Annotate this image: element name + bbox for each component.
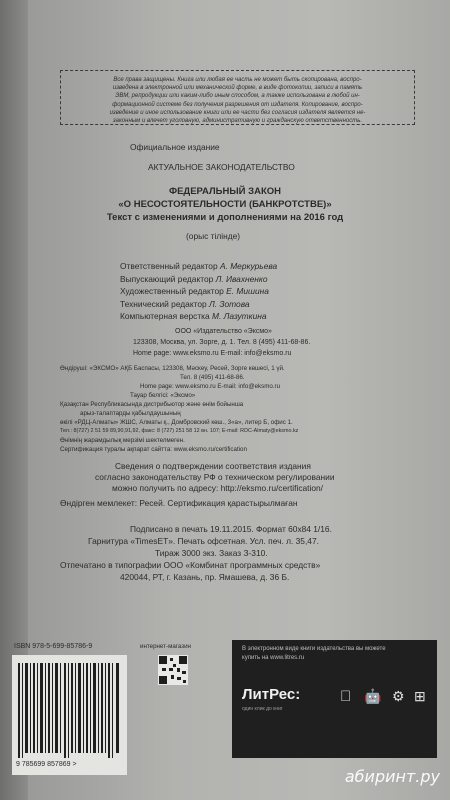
- credit-row: Технический редактор Л. Зотова: [120, 298, 250, 309]
- publisher-name: ООО «Издательство «Эксмо»: [175, 328, 272, 335]
- publisher-web: Home page: www.eksmo.ru E-mail: info@eksmo.ru: [133, 350, 292, 357]
- gear-icon: ⚙: [392, 688, 405, 704]
- credits: [120, 260, 277, 323]
- law-name: «О НЕСОСТОЯТЕЛЬНОСТИ (БАНКРОТСТВЕ)»: [118, 199, 332, 210]
- copyright-line: законным и влечет уголовную, административную и гражданскую ответственность.: [112, 118, 363, 125]
- kz-line: Тел. 8 (495) 411-68-86.: [180, 374, 245, 381]
- isbn: ISBN 978-5-699-85786-9: [14, 643, 93, 650]
- topical-legislation: АКТУАЛЬНОЕ ЗАКОНОДАТЕЛЬСТВО: [148, 162, 295, 172]
- copyright-notice: [60, 70, 415, 125]
- credit-row: Компьютерная верстка М. Лазуткина: [120, 311, 267, 321]
- kz-line: Сертификация туралы ақпарат сайтта: www.eksmo.ru/certification: [60, 446, 247, 453]
- copyright-line: формационной системе без получения разрешения от издателя. Копирование, воспро-: [112, 101, 363, 108]
- subtitle: Текст с изменениями и дополнениями на 2016 год: [106, 212, 344, 223]
- qr-code: [158, 655, 188, 685]
- apple-icon: [340, 688, 351, 705]
- kz-line: арыз-талаптарды қабылдаушының: [80, 410, 181, 417]
- imprint-line: Тираж 3000 экз. Заказ З-310.: [155, 548, 268, 558]
- imprint-line: Гарнитура «TimesET». Печать офсетная. Усл. печ. л. 35,47.: [88, 536, 319, 546]
- copyright-line: ЭВМ, репродукции или каким-либо иным способом, а также использована в любой ин-: [115, 93, 360, 100]
- barcode-bars: [12, 655, 127, 775]
- barcode: [12, 655, 127, 775]
- publisher-address: 123308, Москва, ул. Зорге, д. 1. Тел. 8 (495) 411-68-86.: [133, 339, 311, 346]
- imprint-line: Отпечатано в типографии ООО «Комбинат программных средств»: [60, 560, 321, 570]
- qr-label: интернет-магазин: [140, 643, 191, 650]
- credit-row: Выпускающий редактор Л. Ивахненко: [120, 273, 268, 284]
- kz-line: Home page: www.eksmo.ru E-mail: info@eksmo.ru: [140, 383, 281, 390]
- conformity-line: можно получить по адресу: http://eksmo.ru/certification/: [112, 483, 323, 493]
- conformity-line: согласно законодательству РФ о техническом регулировании: [95, 472, 335, 482]
- credit-row: Художественный редактор Е. Мишина: [120, 286, 269, 296]
- kz-line: Тел.: 8(727) 2 51 59 89,90,91,92, факс: 8 (727) 251 58 12 вн. 107; E-mail: RDC-Almaty@eksmo.kz: [60, 428, 299, 434]
- kz-line: Тауар белгісі: «Эксмо»: [130, 392, 196, 399]
- watermark: абиринт.ру: [344, 767, 440, 786]
- ad-text: В электронном виде книги издательства вы можете купить на www.litres.ru: [242, 646, 386, 661]
- copyright-line: Все права защищены. Книга или любая ее часть не может быть скопирована, воспро-: [113, 77, 362, 83]
- origin-country: Өндірген мемлекет: Ресей. Сертификация қарастырылмаған: [60, 498, 298, 508]
- kz-line: Өндіруші: «ЭКСМО» АҚБ Баспасы, 123308, Мәскеу, Ресей, Зорге көшесі, 1 үй.: [60, 365, 285, 372]
- litres-tagline: один клик до книг: [242, 706, 283, 712]
- conformity-line: Сведения о подтверждении соответствия издания: [115, 461, 311, 471]
- barcode-digits: 9 785699 857869 >: [16, 761, 77, 768]
- kz-line: Өнімнің жарамдылық мерзімі шектелмеген.: [60, 437, 185, 444]
- litres-logo: ЛитРес:: [242, 686, 301, 703]
- windows-icon: ⊞: [414, 688, 426, 704]
- litres-ad: [232, 640, 437, 758]
- imprint-line: Подписано в печать 19.11.2015. Формат 60x84 1/16.: [130, 524, 332, 534]
- copyright-line: изведена в электронной или механической форме, в виде фотокопии, записи в память: [112, 85, 363, 92]
- credit-row: Ответственный редактор А. Меркурьева: [120, 261, 278, 271]
- kz-line: өкілі «РДЦ-Алматы» ЖШС, Алматы қ., Домбровский көш., 3«а», литер Б, офис 1.: [60, 419, 293, 426]
- official-edition: Официальное издание: [130, 142, 220, 152]
- imprint-line: 420044, РТ, г. Казань, пр. Ямашева, д. 36 Б.: [120, 572, 290, 582]
- qr-pattern: [158, 655, 188, 685]
- kz-line: Қазақстан Республикасында дистрибьютор және өнім бойынша: [60, 401, 244, 408]
- copyright-line: изведение и иное использование книги или ее части без согласия издателя является не-: [109, 109, 366, 116]
- android-icon: 🤖: [364, 688, 382, 704]
- law-type: ФЕДЕРАЛЬНЫЙ ЗАКОН: [168, 186, 281, 197]
- language-note: (орыс тілінде): [186, 231, 241, 241]
